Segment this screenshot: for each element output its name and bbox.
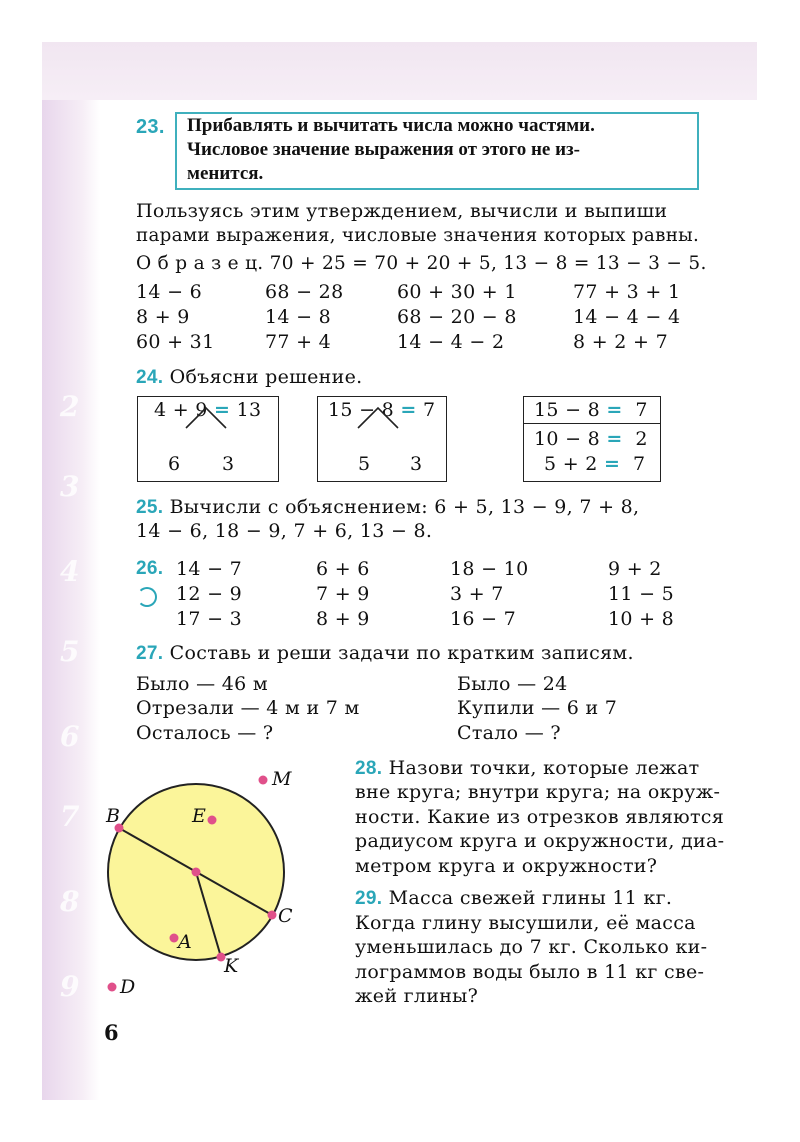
exercise-number: 23. (136, 116, 165, 138)
point-center (192, 868, 201, 877)
label-e: E (192, 805, 206, 827)
point-m (259, 776, 268, 785)
expression: 11 − 5 (608, 583, 675, 605)
expression: 8 + 9 (136, 306, 190, 328)
exercise-25-line: 25. Вычисли с объяснением: 6 + 5, 13 − 9, 7 + 8, (136, 496, 640, 518)
label-k: K (224, 955, 239, 977)
exercise-29-line: уменьшилась до 7 кг. Сколько ки- (355, 936, 708, 958)
strip-number: 3 (60, 470, 80, 503)
label-m: M (272, 768, 292, 790)
strip-number: 6 (60, 720, 80, 753)
exercise-29-line: 29. Масса свежей глины 11 кг. (355, 887, 673, 909)
solution-box-3: 15 − 8 = 7 10 − 8 = 2 5 + 2 = 7 (523, 396, 661, 482)
expression: 6 + 6 (316, 558, 370, 580)
expression: 8 + 9 (316, 608, 370, 630)
strip-number: 8 (60, 885, 80, 918)
exercise-27-heading: 27. Составь и реши задачи по кратким записям. (136, 642, 634, 664)
task-text: Объясни решение. (169, 366, 363, 388)
exercise-28-line: ности. Какие из отрезков являются (355, 806, 725, 828)
expression: 16 − 7 (450, 608, 517, 630)
task-text: парами выражения, числовые значения которых равны. (136, 225, 700, 246)
exercise-25-line: 14 − 6, 18 − 9, 7 + 6, 13 − 8. (136, 520, 433, 542)
expression: 3 + 7 (450, 583, 504, 605)
expression: 14 − 7 (176, 558, 243, 580)
point-e (208, 816, 217, 825)
expression: 68 − 28 (265, 281, 344, 303)
expression: 9 + 2 (608, 558, 662, 580)
expression: 7 + 9 (316, 583, 370, 605)
expression: 14 − 6 (136, 281, 203, 303)
exercise-28-line: вне круга; внутри круга; на окруж- (355, 781, 721, 803)
expression: 68 − 20 − 8 (397, 306, 517, 328)
note-left: Осталось — ? (136, 722, 274, 744)
label-a: A (178, 931, 192, 953)
note-right: Купили — 6 и 7 (457, 697, 618, 719)
sample-text: О б р а з е ц. 70 + 25 = 70 + 20 + 5, 13 − 8 = 13 − 3 − 5. (136, 253, 707, 274)
strip-number: 4 (60, 555, 80, 588)
expression: 10 + 8 (608, 608, 675, 630)
label-c: C (278, 905, 293, 927)
exercise-number: 26. (136, 558, 164, 579)
exercise-29-line: Когда глину высушили, её масса (355, 912, 696, 934)
exercise-28-line: радиусом круга и окружности, диа- (355, 830, 725, 852)
solution-box-1: 4 + 9 = 13 6 3 (137, 396, 279, 482)
strip-number: 5 (60, 635, 80, 668)
solution-box-2: 15 − 8 = 7 5 3 (317, 396, 447, 482)
expression: 14 − 4 − 2 (397, 331, 505, 353)
decomposition-branches (186, 408, 398, 428)
strip-number: 7 (60, 800, 80, 833)
exercise-28-line: 28. Назови точки, которые лежат (355, 757, 700, 779)
expression: 14 − 4 − 4 (573, 306, 681, 328)
expression: 14 − 8 (265, 306, 332, 328)
note-right: Стало — ? (457, 722, 561, 744)
expression: 60 + 30 + 1 (397, 281, 517, 303)
expression: 77 + 3 + 1 (573, 281, 681, 303)
exercise-28-line: метром круга и окружности? (355, 855, 658, 877)
point-c (268, 911, 277, 920)
rule-line: Прибавлять и вычитать числа можно частями. (187, 115, 595, 136)
task-text: Пользуясь этим утверждением, вычисли и выпиши (136, 200, 668, 222)
label-d: D (120, 976, 136, 998)
strip-number: 2 (60, 390, 80, 423)
note-left: Было — 46 м (136, 673, 268, 695)
strip-number: 9 (60, 970, 80, 1003)
expression: 17 − 3 (176, 608, 243, 630)
exercise-number: 24. (136, 367, 164, 388)
rule-line: Числовое значение выражения от этого не из- (187, 139, 580, 160)
exercise-29-line: лограммов воды было в 11 кг све- (355, 961, 705, 983)
label-b: B (106, 805, 120, 827)
expression: 60 + 31 (136, 331, 215, 353)
page-number: 6 (104, 1020, 119, 1045)
expression: 12 − 9 (176, 583, 243, 605)
point-d (108, 983, 117, 992)
note-left: Отрезали — 4 м и 7 м (136, 697, 360, 719)
note-right: Было — 24 (457, 673, 568, 695)
exercise-29-line: жей глины? (355, 985, 479, 1007)
expression: 77 + 4 (265, 331, 332, 353)
expression: 8 + 2 + 7 (573, 331, 668, 353)
expression: 18 − 10 (450, 558, 529, 580)
rule-line: менится. (187, 163, 264, 184)
